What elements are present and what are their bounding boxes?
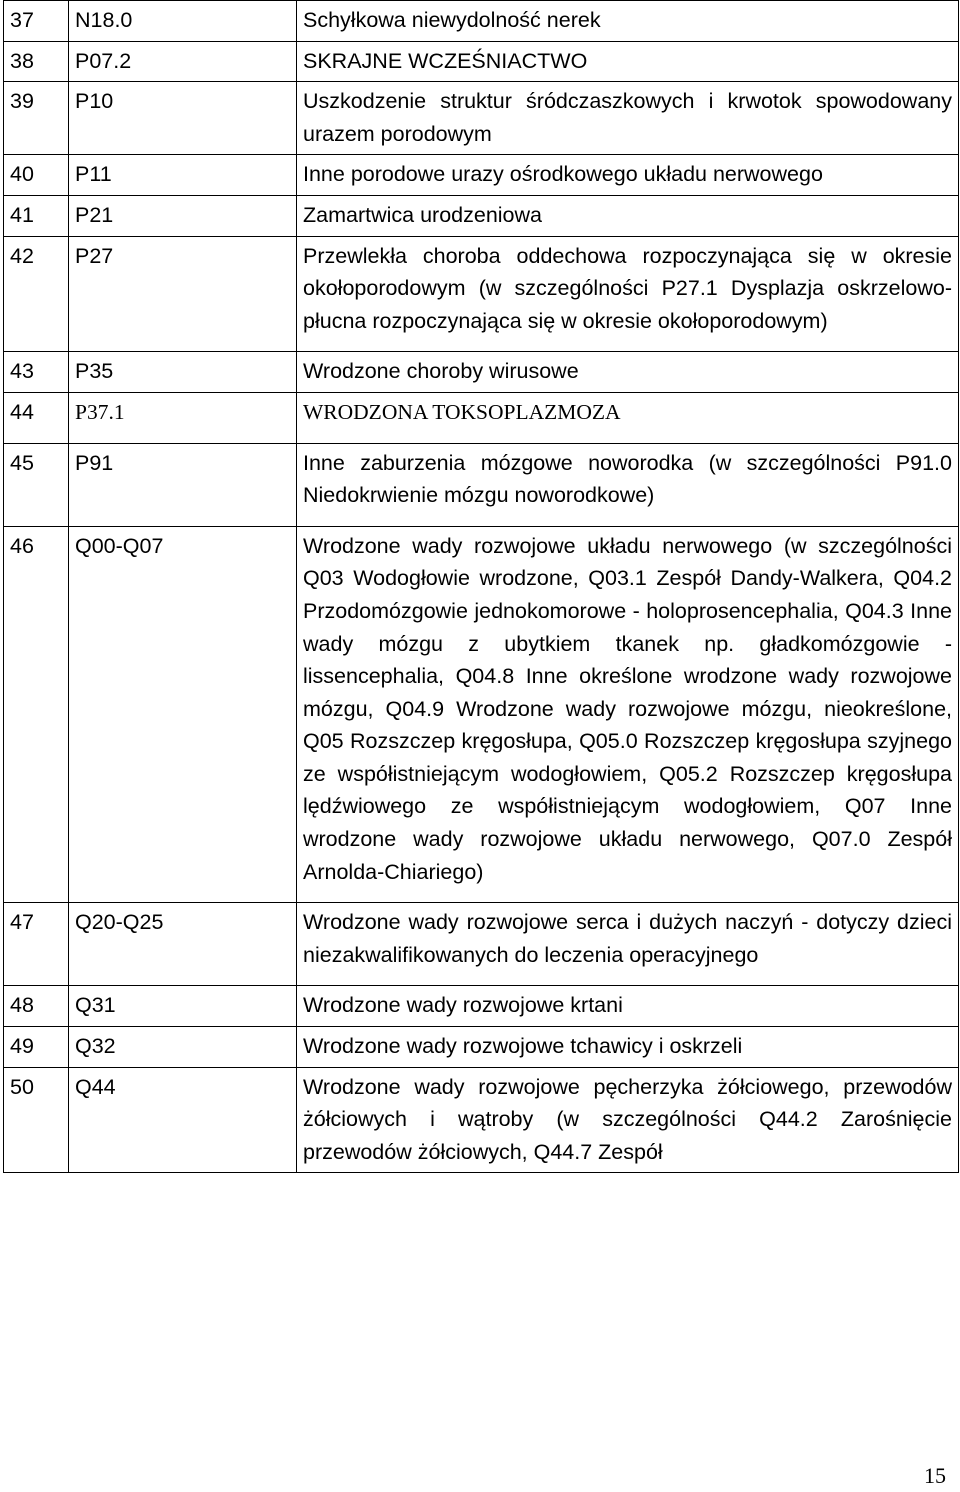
table-row (4, 986, 959, 1027)
row-description: Schyłkowa niewydolność nerek (297, 1, 959, 42)
table-row (4, 526, 959, 903)
row-description: Wrodzone wady rozwojowe układu nerwowego (w szczególności Q03 Wodogłowie wrodzone, Q03.1 Zespół Dandy-Walkera, Q04.2 Przodomózgowie jednokomorowe - holoprosencephalia, Q04.3 Inne wady mózgu z ubytkiem tkanek np. gładkomózgowie - lissencephalia, Q04.8 Inne określone wrodzone wady rozwojowe mózgu, Q04.9 Wrodzone wady rozwojowe mózgu, nieokreślone, Q05 Rozszczep kręgosłupa, Q05.0 Rozszczep kręgosłupa szyjnego ze współistniejącym wodogłowiem, Q05.2 Rozszczep kręgosłupa lędźwiowego ze współistniejącym wodogłowiem, Q07 Inne wrodzone wady rozwojowe układu nerwowego, Q07.0 Zespół Arnolda-Chiariego) (297, 526, 959, 903)
icd-code: P10 (69, 82, 297, 155)
icd-code: Q31 (69, 986, 297, 1027)
row-number: 47 (4, 903, 69, 986)
icd-code: P27 (69, 236, 297, 352)
icd-code: P11 (69, 155, 297, 196)
row-number: 39 (4, 82, 69, 155)
icd-code: N18.0 (69, 1, 297, 42)
icd-code: P21 (69, 195, 297, 236)
icd-code: P07.2 (69, 41, 297, 82)
row-description: Wrodzone choroby wirusowe (297, 352, 959, 393)
row-description: SKRAJNE WCZEŚNIACTWO (297, 41, 959, 82)
row-description: Przewlekła choroba oddechowa rozpoczynająca się w okresie okołoporodowym (w szczególności P27.1 Dysplazja oskrzelowo-płucna rozpoczynająca się w okresie okołoporodowym) (297, 236, 959, 352)
row-number: 48 (4, 986, 69, 1027)
table-row (4, 352, 959, 393)
table-row (4, 236, 959, 352)
row-number: 44 (4, 392, 69, 443)
table-row (4, 1067, 959, 1173)
table-row (4, 41, 959, 82)
table-row (4, 392, 959, 443)
icd-code: Q44 (69, 1067, 297, 1173)
page-number: 15 (924, 1463, 946, 1488)
table-row (4, 903, 959, 986)
icd-code: Q32 (69, 1027, 297, 1068)
table-row (4, 1027, 959, 1068)
row-number: 50 (4, 1067, 69, 1173)
row-description: Uszkodzenie struktur śródczaszkowych i krwotok spowodowany urazem porodowym (297, 82, 959, 155)
table-row (4, 195, 959, 236)
row-number: 45 (4, 443, 69, 526)
row-description: Wrodzone wady rozwojowe pęcherzyka żółciowego, przewodów żółciowych i wątroby (w szczególności Q44.2 Zarośnięcie przewodów żółciowych, Q44.7 Zespół (297, 1067, 959, 1173)
icd-code: P35 (69, 352, 297, 393)
row-description: Wrodzone wady rozwojowe krtani (297, 986, 959, 1027)
row-number: 49 (4, 1027, 69, 1068)
row-number: 46 (4, 526, 69, 903)
row-number: 40 (4, 155, 69, 196)
table-row (4, 155, 959, 196)
table-row (4, 82, 959, 155)
table-row (4, 1, 959, 42)
row-number: 37 (4, 1, 69, 42)
row-number: 43 (4, 352, 69, 393)
row-description: Inne zaburzenia mózgowe noworodka (w szczególności P91.0 Niedokrwienie mózgu noworodkowe) (297, 443, 959, 526)
row-description: WRODZONA TOKSOPLAZMOZA (297, 392, 959, 443)
row-description: Wrodzone wady rozwojowe serca i dużych naczyń - dotyczy dzieci niezakwalifikowanych do leczenia operacyjnego (297, 903, 959, 986)
row-number: 38 (4, 41, 69, 82)
icd-code-table (3, 0, 959, 1173)
icd-code: Q20-Q25 (69, 903, 297, 986)
row-number: 42 (4, 236, 69, 352)
row-description: Wrodzone wady rozwojowe tchawicy i oskrzeli (297, 1027, 959, 1068)
icd-code: P91 (69, 443, 297, 526)
row-description: Zamartwica urodzeniowa (297, 195, 959, 236)
table-row (4, 443, 959, 526)
icd-code: Q00-Q07 (69, 526, 297, 903)
row-number: 41 (4, 195, 69, 236)
row-description: Inne porodowe urazy ośrodkowego układu nerwowego (297, 155, 959, 196)
icd-code: P37.1 (69, 392, 297, 443)
